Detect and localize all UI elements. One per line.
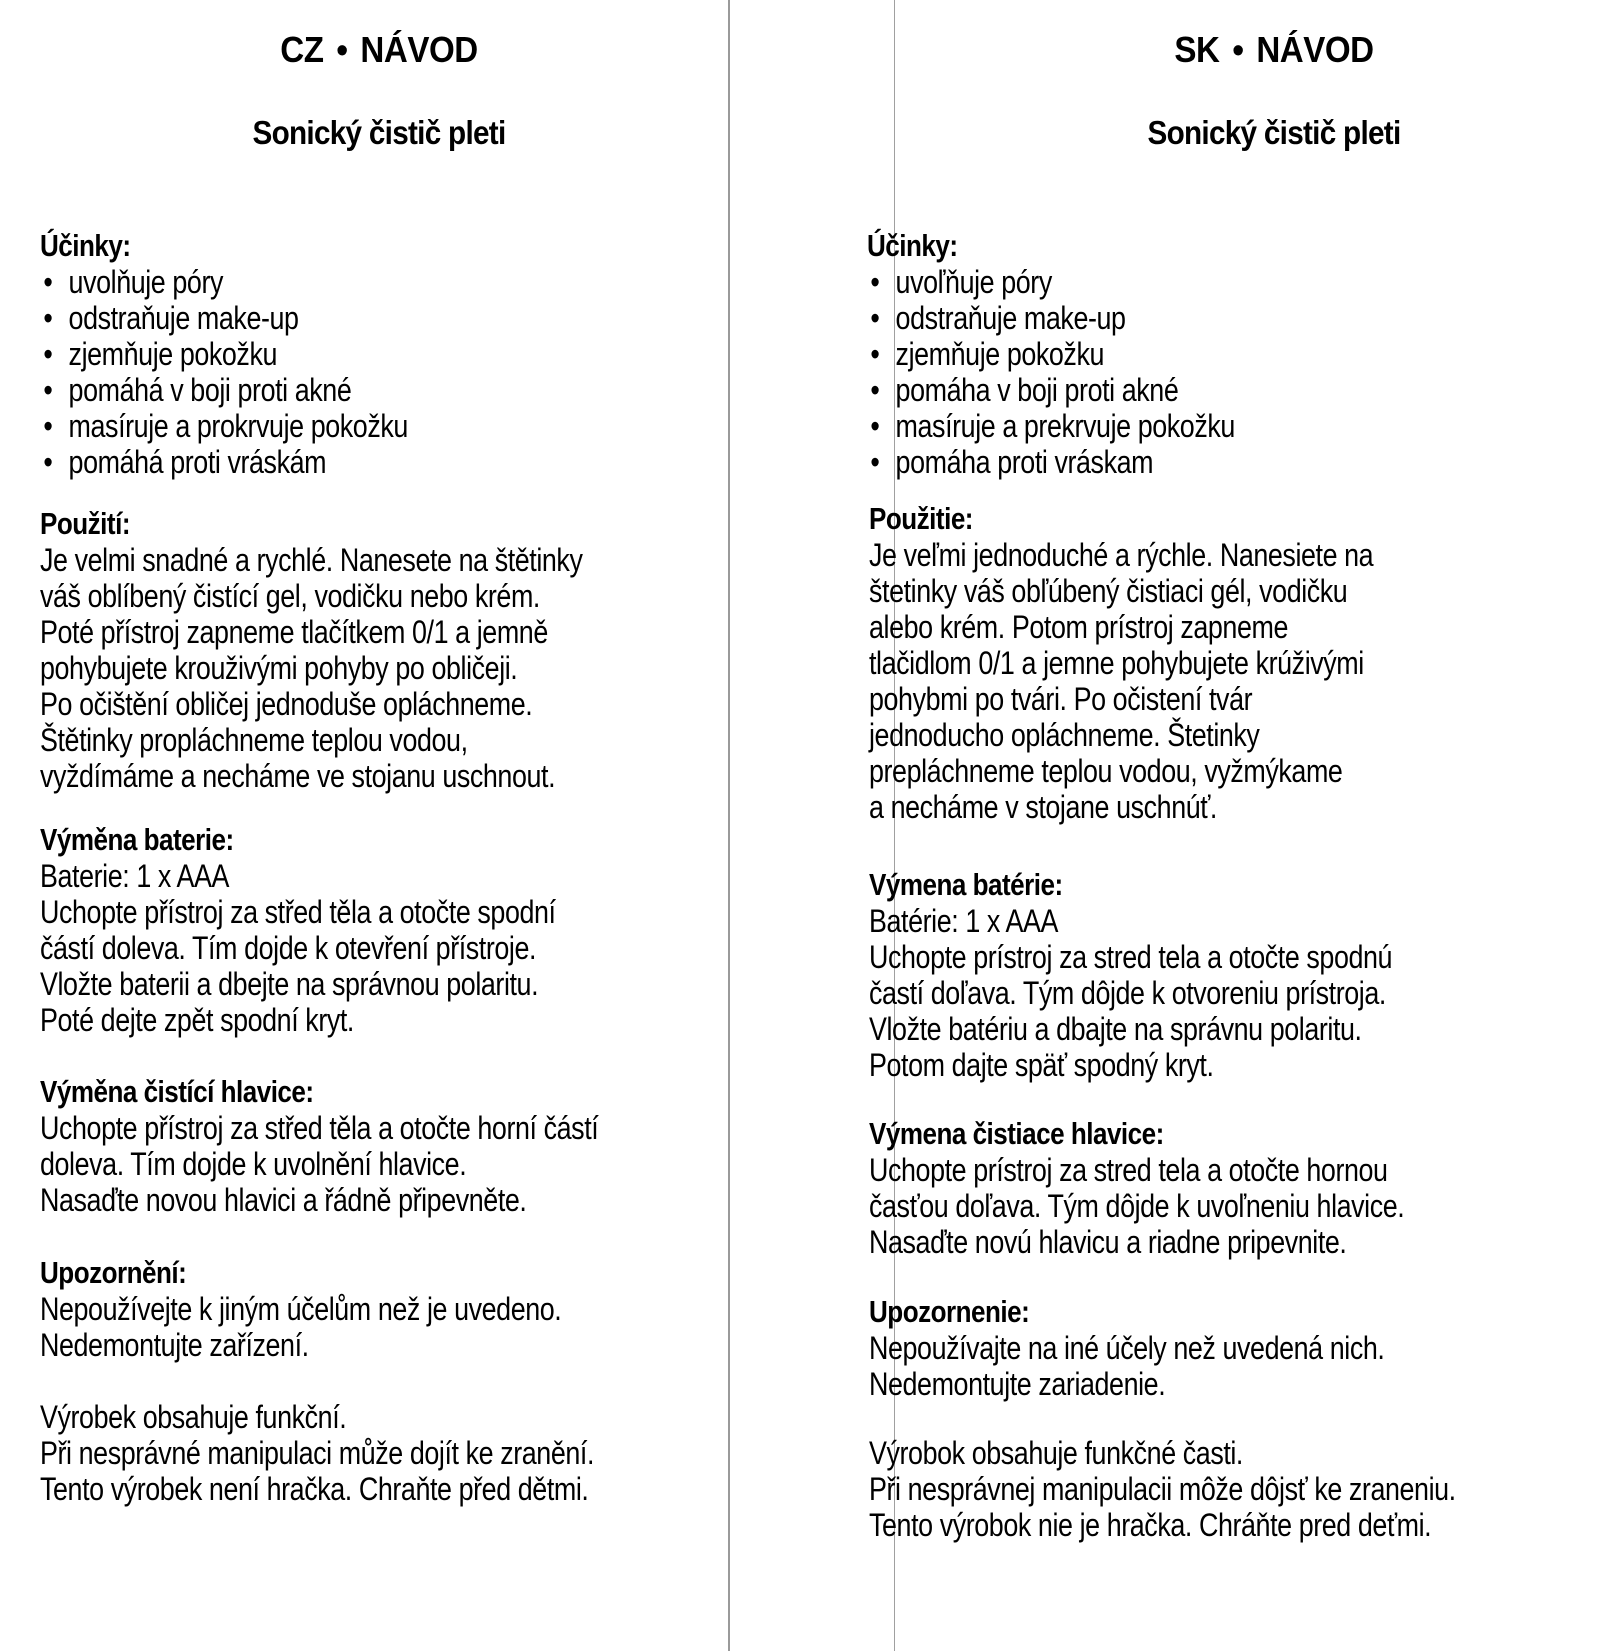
language-code: CZ bbox=[280, 29, 324, 70]
section-heading: Upozornění: bbox=[40, 1255, 187, 1290]
list-item: • pomáhá v boji proti akné bbox=[40, 372, 408, 408]
bullet-separator-icon: • bbox=[1232, 29, 1244, 70]
text-line: prepláchneme teplou vodou, vyžmýkame bbox=[869, 753, 1343, 789]
text-line: Uchopte přístroj za střed těla a otočte horní částí bbox=[40, 1110, 599, 1146]
sk-warning-section bbox=[869, 1294, 1384, 1402]
text-line: alebo krém. Potom prístroj zapneme bbox=[869, 609, 1288, 645]
page-title bbox=[925, 30, 1622, 70]
cz-battery-section bbox=[40, 822, 556, 1038]
list-item: • odstraňuje make-up bbox=[867, 300, 1235, 336]
list-item: • odstraňuje make-up bbox=[40, 300, 408, 336]
text-line: Poté přístroj zapneme tlačítkem 0/1 a jemně bbox=[40, 614, 548, 650]
text-line: Nedemontujte zařízení. bbox=[40, 1327, 309, 1363]
bullet-icon: • bbox=[43, 372, 53, 408]
text-line: pohybmi po tvári. Po očistení tvár bbox=[869, 681, 1253, 717]
sk-notice-section bbox=[869, 1435, 1456, 1543]
cz-usage-section bbox=[40, 506, 582, 794]
list-item: • uvoľňuje póry bbox=[867, 264, 1235, 300]
list-item: • pomáhá proti vráskám bbox=[40, 444, 408, 480]
section-heading: Výměna baterie: bbox=[40, 822, 234, 857]
text-line: a necháme v stojane uschnúť. bbox=[869, 789, 1217, 825]
text-line: štetinky váš obľúbený čistiaci gél, vodičku bbox=[869, 573, 1348, 609]
text-line: Při nesprávné manipulaci může dojít ke zranění. bbox=[40, 1435, 594, 1471]
list-item: • zjemňuje pokožku bbox=[867, 336, 1235, 372]
text-line: časťou doľava. Tým dôjde k uvoľneniu hlavice. bbox=[869, 1188, 1405, 1224]
text-line: Potom dajte späť spodný kryt. bbox=[869, 1047, 1214, 1083]
text-line: Tento výrobok nie je hračka. Chráňte pred deťmi. bbox=[869, 1507, 1432, 1543]
text-line: Nepoužívajte na iné účely než uvedená nich. bbox=[869, 1330, 1385, 1366]
text-line: Poté dejte zpět spodní kryt. bbox=[40, 1002, 354, 1038]
section-heading: Účinky: bbox=[40, 228, 131, 263]
cz-warning-section bbox=[40, 1255, 561, 1363]
section-heading: Výmena batérie: bbox=[869, 867, 1063, 902]
section-heading: Použití: bbox=[40, 506, 130, 541]
text-line: Výrobek obsahuje funkční. bbox=[40, 1399, 347, 1435]
text-line: vyždímáme a necháme ve stojanu uschnout. bbox=[40, 758, 556, 794]
cz-head-replacement-section bbox=[40, 1074, 598, 1218]
text-line: pohybujete krouživými pohyby po obličeji. bbox=[40, 650, 518, 686]
page-title bbox=[30, 30, 727, 70]
text-line: tlačidlom 0/1 a jemne pohybujete krúživými bbox=[869, 645, 1364, 681]
bullet-icon: • bbox=[870, 372, 880, 408]
list-item: • pomáha v boji proti akné bbox=[867, 372, 1235, 408]
bullet-icon: • bbox=[870, 264, 880, 300]
text-line: Nasaďte novou hlavici a řádně připevněte. bbox=[40, 1182, 527, 1218]
bullet-icon: • bbox=[43, 264, 53, 300]
text-line: Uchopte přístroj za střed těla a otočte spodní bbox=[40, 894, 556, 930]
sk-usage-section bbox=[869, 501, 1373, 825]
list-item: • zjemňuje pokožku bbox=[40, 336, 408, 372]
text-line: Při nesprávnej manipulacii môže dôjsť ke zraneniu. bbox=[869, 1471, 1456, 1507]
language-code: SK bbox=[1174, 29, 1220, 70]
text-line: Uchopte prístroj za stred tela a otočte spodnú bbox=[869, 939, 1393, 975]
text-line: Výrobok obsahuje funkčné časti. bbox=[869, 1435, 1243, 1471]
bullet-icon: • bbox=[870, 444, 880, 480]
text-line: Uchopte prístroj za stred tela a otočte hornou bbox=[869, 1152, 1388, 1188]
text-line: Je veľmi jednoduché a rýchle. Nanesiete na bbox=[869, 537, 1374, 573]
title-word: NÁVOD bbox=[1256, 29, 1374, 70]
sk-battery-section bbox=[869, 867, 1392, 1083]
product-name: Sonický čistič pleti bbox=[252, 114, 506, 151]
bullet-icon: • bbox=[870, 408, 880, 444]
text-line: jednoducho opláchneme. Štetinky bbox=[869, 717, 1260, 753]
list-item: • masíruje a prekrvuje pokožku bbox=[867, 408, 1235, 444]
section-heading: Použitie: bbox=[869, 501, 973, 536]
text-line: Nepoužívejte k jiným účelům než je uvedeno. bbox=[40, 1291, 562, 1327]
bullet-icon: • bbox=[870, 300, 880, 336]
section-heading: Upozornenie: bbox=[869, 1294, 1030, 1329]
bullet-separator-icon: • bbox=[336, 29, 348, 70]
bullet-icon: • bbox=[43, 300, 53, 336]
list-item: • pomáha proti vráskam bbox=[867, 444, 1235, 480]
list-item: • masíruje a prokrvuje pokožku bbox=[40, 408, 408, 444]
text-line: Po očištění obličej jednoduše opláchneme. bbox=[40, 686, 533, 722]
text-line: Štětinky propláchneme teplou vodou, bbox=[40, 722, 468, 758]
text-line: částí doleva. Tím dojde k otevření přístroje. bbox=[40, 930, 537, 966]
section-heading: Účinky: bbox=[867, 228, 958, 263]
bullet-icon: • bbox=[43, 444, 53, 480]
product-name: Sonický čistič pleti bbox=[1147, 114, 1401, 151]
bullet-icon: • bbox=[870, 336, 880, 372]
text-line: Je velmi snadné a rychlé. Nanesete na štětinky bbox=[40, 542, 583, 578]
text-line: Vložte batériu a dbajte na správnu polaritu. bbox=[869, 1011, 1362, 1047]
bullet-icon: • bbox=[43, 336, 53, 372]
sk-head-replacement-section bbox=[869, 1116, 1404, 1260]
text-line: Nasaďte novú hlavicu a riadne pripevnite. bbox=[869, 1224, 1347, 1260]
text-line: doleva. Tím dojde k uvolnění hlavice. bbox=[40, 1146, 467, 1182]
text-line: Nedemontujte zariadenie. bbox=[869, 1366, 1166, 1402]
section-heading: Výmena čistiace hlavice: bbox=[869, 1116, 1164, 1151]
sk-effects-section bbox=[867, 228, 1235, 480]
cz-effects-section bbox=[40, 228, 408, 480]
text-line: Batérie: 1 x AAA bbox=[869, 903, 1059, 939]
section-heading: Výměna čistící hlavice: bbox=[40, 1074, 314, 1109]
cz-notice-section bbox=[40, 1399, 594, 1507]
bullet-icon: • bbox=[43, 408, 53, 444]
text-line: Vložte baterii a dbejte na správnou polaritu. bbox=[40, 966, 539, 1002]
text-line: častí doľava. Tým dôjde k otvoreniu prístroja. bbox=[869, 975, 1386, 1011]
text-line: Baterie: 1 x AAA bbox=[40, 858, 230, 894]
title-word: NÁVOD bbox=[360, 29, 478, 70]
text-line: váš oblíbený čistící gel, vodičku nebo krém. bbox=[40, 578, 540, 614]
text-line: Tento výrobek není hračka. Chraňte před dětmi. bbox=[40, 1471, 589, 1507]
list-item: • uvolňuje póry bbox=[40, 264, 408, 300]
column-divider bbox=[728, 0, 730, 1651]
